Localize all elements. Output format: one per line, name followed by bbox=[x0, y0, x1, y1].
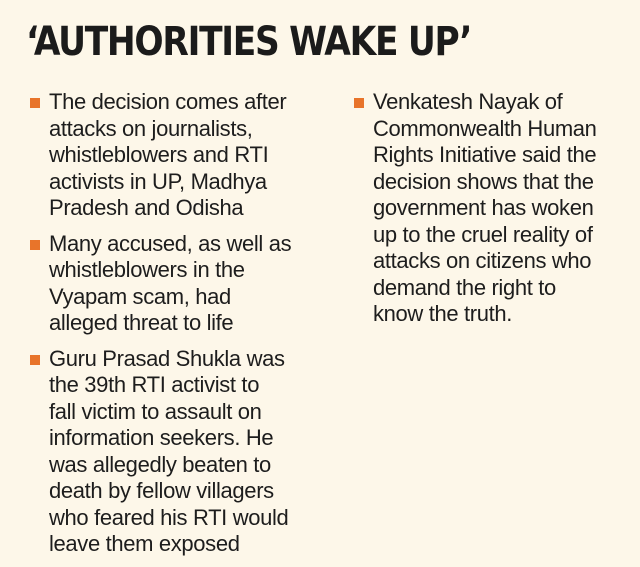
text-line: attacks on citizens who bbox=[373, 248, 592, 273]
text-line: Many accused, as well as bbox=[49, 230, 292, 256]
right-column bbox=[354, 89, 624, 337]
text-line: whistleblowers in the bbox=[49, 257, 245, 282]
text-line: government has woken bbox=[373, 195, 594, 220]
text-line: death by fellow villagers bbox=[49, 478, 274, 503]
bullet-text bbox=[49, 346, 320, 558]
square-bullet-icon bbox=[30, 355, 40, 365]
bullet-item bbox=[30, 89, 320, 222]
text-line: up to the cruel reality of bbox=[373, 221, 593, 247]
square-bullet-icon bbox=[30, 98, 40, 108]
text-line: know the truth. bbox=[373, 301, 513, 326]
bullet-item bbox=[30, 231, 320, 337]
bullet-text bbox=[49, 89, 320, 222]
text-line: fall victim to assault on bbox=[49, 398, 262, 424]
text-line: Guru Prasad Shukla was bbox=[49, 345, 285, 371]
text-line: who feared his RTI would bbox=[49, 504, 289, 530]
text-line: Venkatesh Nayak of bbox=[373, 89, 563, 114]
text-line: alleged threat to life bbox=[49, 310, 234, 335]
text-line: Pradesh and Odisha bbox=[49, 195, 244, 220]
text-line: Commonwealth Human bbox=[373, 115, 597, 141]
text-line: Rights Initiative said the bbox=[373, 142, 597, 167]
headline: ‘AUTHORITIES WAKE UP’ bbox=[26, 19, 472, 65]
text-line: activists in UP, Madhya bbox=[49, 168, 267, 194]
text-line: the 39th RTI activist to bbox=[49, 372, 260, 397]
text-line: attacks on journalists, bbox=[49, 115, 253, 141]
text-line: information seekers. He bbox=[49, 425, 274, 450]
square-bullet-icon bbox=[354, 98, 364, 108]
bullet-text bbox=[373, 89, 624, 328]
text-line: whistleblowers and RTI bbox=[49, 142, 269, 167]
text-line: Vyapam scam, had bbox=[49, 283, 231, 309]
text-line: leave them exposed bbox=[49, 531, 240, 556]
bullet-item bbox=[30, 346, 320, 558]
text-line: demand the right to bbox=[373, 274, 556, 300]
text-line: was allegedly beaten to bbox=[49, 451, 271, 477]
square-bullet-icon bbox=[30, 240, 40, 250]
text-line: decision shows that the bbox=[373, 168, 594, 194]
left-column bbox=[30, 89, 320, 567]
bullet-text bbox=[49, 231, 320, 337]
bullet-item bbox=[354, 89, 624, 328]
text-line: The decision comes after bbox=[49, 89, 287, 114]
